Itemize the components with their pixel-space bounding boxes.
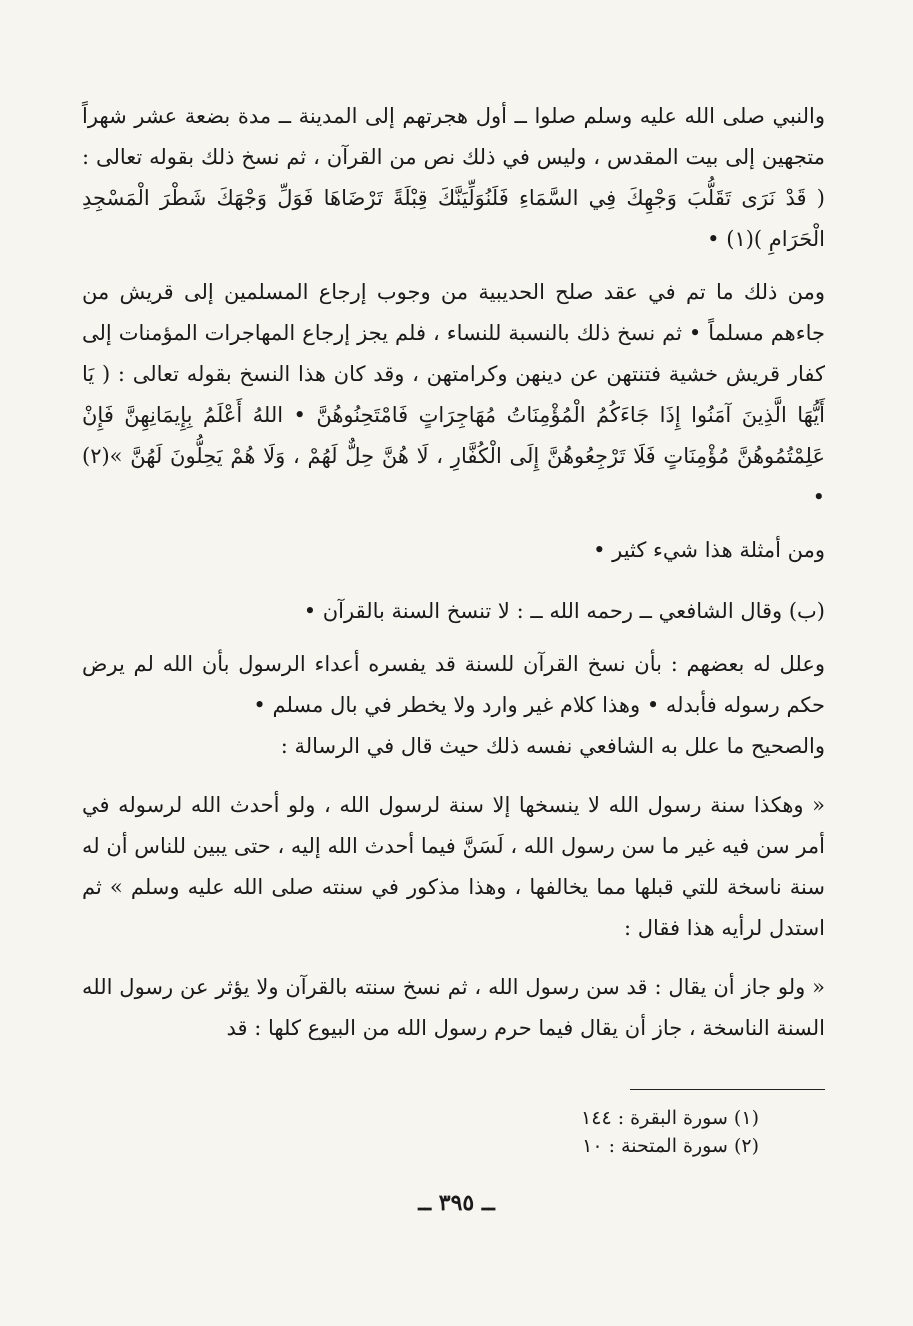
footnote-1: (١) سورة البقرة : ١٤٤ bbox=[581, 1107, 759, 1129]
paragraph-shafii-opinion: (ب) وقال الشافعي ــ رحمه الله ــ : لا تنسخ السنة بالقرآن • bbox=[303, 599, 825, 623]
paragraph-continuation: « ولو جاز أن يقال : قد سن رسول الله ، ثم نسخ سنته بالقرآن ولا يؤثر عن رسول الله السنة الناسخة ، جاز أن يقال فيما حرم رسول الله من البيوع كلها : قد bbox=[82, 975, 825, 1040]
paragraph-risala-quote: « وهكذا سنة رسول الله لا ينسخها إلا سنة لرسول الله ، ولو أحدث الله لرسوله في أمر سن فيه غير ما سن رسول الله ، لَسَنَّ فيما أحدث الله إليه ، حتى يبين للناس أن له سنة ناسخة للتي قبلها مما يخالفها ، وهذا مذكور في سنته صلى الله عليه وسلم » ثم استدل لرأيه هذا فقال : bbox=[82, 793, 825, 940]
footnote-separator bbox=[630, 1089, 825, 1090]
paragraph-examples: ومن أمثلة هذا شيء كثير • bbox=[593, 538, 825, 562]
paragraph-justification: وعلل له بعضهم : بأن نسخ القرآن للسنة قد يفسره أعداء الرسول بأن الله لم يرض حكم رسوله فأبدله • وهذا كلام غير وارد ولا يخطر في بال مسلم • bbox=[82, 652, 825, 717]
footnote-2: (٢) سورة المتحنة : ١٠ bbox=[582, 1135, 759, 1157]
paragraph-qibla: والنبي صلى الله عليه وسلم صلوا ــ أول هجرتهم إلى المدينة ــ مدة بضعة عشر شهراً متجهين إلى بيت المقدس ، وليس في ذلك نص من القرآن ، ثم نسخ ذلك بقوله تعالى : ( قَدْ نَرَى تَقَلُّبَ وَجْهِكَ فِي السَّمَاءِ فَلَنُوَلِّيَنَّكَ قِبْلَةً تَرْضَاهَا فَوَلِّ وَجْهَكَ شَطْرَ الْمَسْجِدِ الْحَرَامِ )(١) • bbox=[82, 104, 825, 251]
paragraph-hudaybiyya: ومن ذلك ما تم في عقد صلح الحديبية من وجوب إرجاع المسلمين إلى قريش من جاءهم مسلماً • ثم نسخ ذلك بالنسبة للنساء ، فلم يجز إرجاع المهاجرات المؤمنات إلى كفار قريش خشية فتنتهن عن دينهن وكرامتهن ، وقد كان هذا النسخ بقوله تعالى : ( يَا أَيُّهَا الَّذِينَ آمَنُوا إِذَا جَاءَكُمُ الْمُؤْمِنَاتُ مُهَاجِرَاتٍ فَامْتَحِنُوهُنَّ • اللهُ أَعْلَمُ بِإِيمَانِهِنَّ فَإِنْ عَلِمْتُمُوهُنَّ مُؤْمِنَاتٍ فَلَا تَرْجِعُوهُنَّ إِلَى الْكُفَّارِ ، لَا هُنَّ حِلٌّ لَهُمْ ، وَلَا هُمْ يَحِلُّونَ لَهُنَّ »(٢) • bbox=[82, 280, 825, 509]
paragraph-correct-view: والصحيح ما علل به الشافعي نفسه ذلك حيث قال في الرسالة : bbox=[280, 734, 825, 758]
page-number: ــ ٣٩٥ ــ bbox=[418, 1190, 495, 1216]
footnotes bbox=[82, 1104, 825, 1160]
